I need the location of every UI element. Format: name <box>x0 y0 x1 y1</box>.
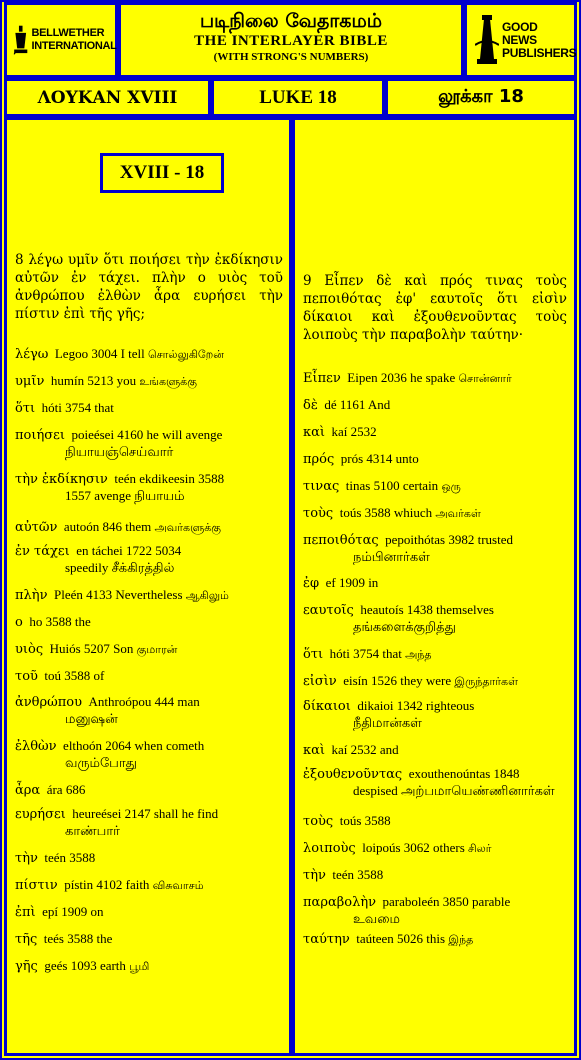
transliteration-gloss: geés 1093 earth <box>44 958 126 973</box>
bellwether-logo <box>4 2 118 78</box>
word-entry <box>303 867 569 884</box>
word-entry-line <box>15 694 285 711</box>
greek-word: τοὺς <box>303 814 334 829</box>
word-entry-line <box>15 400 285 417</box>
word-entry <box>303 813 569 830</box>
greek-word: πρός <box>303 452 335 467</box>
word-entry-continuation: உவமை <box>353 911 400 926</box>
transliteration-gloss: Legoo 3004 I tell <box>54 346 145 361</box>
word-entry-line <box>15 519 285 536</box>
greek-word: δὲ <box>303 398 318 413</box>
greek-word: ἐξουθενοῦντας <box>303 767 403 782</box>
word-entry-continuation: despised அற்பமாயெண்ணினார்கள் <box>353 783 555 798</box>
word-entry <box>303 931 569 948</box>
tamil-gloss: உங்களுக்கு <box>139 375 197 388</box>
word-entry-line <box>303 813 569 830</box>
transliteration-gloss: dikaioi 1342 righteous <box>357 698 475 713</box>
greek-word: καὶ <box>303 425 326 440</box>
transliteration-gloss: hóti 3754 that <box>329 646 402 661</box>
title-block <box>118 2 464 78</box>
word-entry-line <box>15 471 285 488</box>
word-entry-line <box>303 894 569 911</box>
greek-word: Εἶπεν <box>303 371 341 386</box>
transliteration-gloss: taúteen 5026 this <box>356 931 446 946</box>
word-entry-continuation: தங்களைக்குறித்து <box>353 619 456 634</box>
transliteration-gloss: Pleén 4133 Nevertheless <box>53 587 183 602</box>
transliteration-gloss: prós 4314 unto <box>340 451 419 466</box>
right-column <box>292 117 577 1056</box>
greek-word: λέγω <box>15 347 49 362</box>
lighthouse-icon <box>475 15 499 65</box>
greek-word: παραβολὴν <box>303 895 377 910</box>
word-entry <box>15 877 285 894</box>
transliteration-gloss: pepoithótas 3982 trusted <box>385 532 513 547</box>
greek-word: υμῖν <box>15 374 45 389</box>
word-entry <box>303 673 569 690</box>
transliteration-gloss: Anthroópou 444 man <box>88 694 200 709</box>
tamil-gloss: குமாரன் <box>136 643 178 656</box>
word-entry-line <box>303 602 569 619</box>
word-entry <box>303 602 569 635</box>
word-entry <box>303 397 569 414</box>
transliteration-gloss: heureései 2147 shall he find <box>72 806 219 821</box>
word-entry-line <box>15 877 285 894</box>
greek-word: ἐν τάχει <box>15 544 70 559</box>
word-entry <box>303 370 569 387</box>
book-greek: ΛΟΥΚΑΝ XVIII <box>4 78 211 117</box>
word-entry <box>15 904 285 921</box>
book-tamil: லூக்கா 18 <box>385 78 577 117</box>
word-entry-line <box>303 742 569 759</box>
greek-word: πλὴν <box>15 588 48 603</box>
greek-word: τὴν <box>303 868 326 883</box>
word-entry <box>15 782 285 799</box>
transliteration-gloss: kaí 2532 <box>331 424 377 439</box>
greek-word: ευρήσει <box>15 807 66 822</box>
word-entry-line <box>303 370 569 387</box>
transliteration-gloss: humín 5213 you <box>50 373 137 388</box>
word-entry <box>15 668 285 685</box>
greek-word: τῆς <box>15 932 38 947</box>
book-english: LUKE 18 <box>211 78 385 117</box>
word-entry-line <box>15 931 285 948</box>
greek-word: πίστιν <box>15 878 58 893</box>
greek-word: γῆς <box>15 959 38 974</box>
word-entry-line <box>15 850 285 867</box>
tamil-gloss: அவர்கள் <box>435 507 481 520</box>
tamil-gloss: அந்த <box>405 648 432 661</box>
transliteration-gloss: ef 1909 in <box>325 575 379 590</box>
good-news-logo <box>464 2 577 78</box>
transliteration-gloss: poieései 4160 he will avenge <box>71 427 223 442</box>
word-entry-line <box>303 840 569 857</box>
word-entry <box>15 806 285 839</box>
transliteration-gloss: exouthenoúntas 1848 <box>408 766 520 781</box>
transliteration-gloss: en táchei 1722 5034 <box>76 543 182 558</box>
greek-word: εἰσὶν <box>303 674 337 689</box>
transliteration-gloss: toús 3588 <box>339 813 391 828</box>
word-entry-line <box>15 782 285 799</box>
chapter-label: XVIII - 18 <box>100 153 224 193</box>
transliteration-gloss: ára 686 <box>46 782 86 797</box>
word-entry <box>15 373 285 390</box>
greek-word: ποιήσει <box>15 428 65 443</box>
transliteration-gloss: teén 3588 <box>332 867 384 882</box>
word-entry <box>15 346 285 363</box>
transliteration-gloss: loipoús 3062 others <box>362 840 465 855</box>
word-entry-line <box>303 931 569 948</box>
greek-word: ὅτι <box>15 401 36 416</box>
bell-tower-icon <box>13 14 28 66</box>
word-entry-line <box>15 806 285 823</box>
word-entry-line <box>303 397 569 414</box>
word-entry-line <box>303 575 569 592</box>
greek-word: τινας <box>303 479 340 494</box>
word-entry <box>15 587 285 604</box>
word-entry-line <box>303 532 569 549</box>
verse-9-text: 9 Εἶπεν δὲ καὶ πρός τινας τοὺς πεποιθότας ἐφ' εαυτοῖς ὅτι εἰσὶν δίκαιοι καὶ ἐξουθενοῦντας τοὺς λοιποὺς τὴν παραβολὴν ταύτην· <box>303 273 567 343</box>
greek-word: ἐφ <box>303 576 320 591</box>
verse-8-text: 8 λέγω υμῖν ὅτι ποιήσει τὴν ἐκδίκησιν αὐτῶν ἐν τάχει. πλὴν ο υιὸς τοῦ ἀνθρώπου ἐλθὼν ἆρα ευρήσει τὴν πίστιν ἐπὶ τῆς γῆς; <box>15 252 283 322</box>
transliteration-gloss: hóti 3754 that <box>41 400 114 415</box>
greek-word: υιὸς <box>15 642 44 657</box>
greek-word: ὅτι <box>303 647 324 662</box>
transliteration-gloss: teén ekdikeesin 3588 <box>114 471 225 486</box>
transliteration-gloss: kaí 2532 and <box>331 742 399 757</box>
tamil-gloss: பூமி <box>129 960 150 973</box>
word-entry <box>15 519 285 536</box>
tamil-gloss: விசுவாசம் <box>152 879 204 892</box>
word-entry-continuation: நம்பினார்கள் <box>353 549 430 564</box>
transliteration-gloss: tinas 5100 certain <box>345 478 439 493</box>
word-entry-line <box>303 673 569 690</box>
greek-word: τοὺς <box>303 506 334 521</box>
word-entry <box>15 738 285 771</box>
word-entry <box>15 931 285 948</box>
greek-word: πεποιθότας <box>303 533 379 548</box>
word-entry <box>303 424 569 441</box>
transliteration-gloss: autoón 846 them <box>63 519 152 534</box>
word-entry <box>15 958 285 975</box>
word-entry <box>15 850 285 867</box>
transliteration-gloss: toús 3588 whiuch <box>339 505 433 520</box>
word-entry <box>15 400 285 417</box>
word-entry-line <box>15 427 285 444</box>
word-entry <box>15 427 285 460</box>
transliteration-gloss: pístin 4102 faith <box>64 877 150 892</box>
word-entry <box>303 505 569 522</box>
transliteration-gloss: paraboleén 3850 parable <box>382 894 511 909</box>
word-entry <box>303 742 569 759</box>
word-entry-continuation: காண்பார் <box>65 823 120 838</box>
greek-word: αὐτῶν <box>15 520 58 535</box>
greek-word: ἀνθρώπου <box>15 695 83 710</box>
greek-word: ταύτην <box>303 932 350 947</box>
transliteration-gloss: toú 3588 of <box>44 668 105 683</box>
word-entry-line <box>303 424 569 441</box>
word-entry <box>15 641 285 658</box>
greek-word: τὴν <box>15 851 38 866</box>
word-entry-continuation: 1557 avenge நியாயம் <box>65 488 185 503</box>
title-tamil: படிநிலை வேதாகமம் <box>199 10 383 32</box>
greek-word: τοῦ <box>15 669 38 684</box>
word-entry <box>303 698 569 731</box>
transliteration-gloss: Eipen 2036 he spake <box>347 370 456 385</box>
greek-word: ο <box>15 615 23 630</box>
word-entry-line <box>15 543 285 560</box>
tamil-gloss: அவர்களுக்கு <box>154 521 222 534</box>
bellwether-logo-text: BELLWETHER INTERNATIONAL <box>31 27 117 52</box>
tamil-gloss: இந்த <box>448 933 474 946</box>
word-entry-line <box>303 698 569 715</box>
word-entry <box>15 543 285 576</box>
transliteration-gloss: heautoís 1438 themselves <box>360 602 494 617</box>
transliteration-gloss: eisín 1526 they were <box>343 673 452 688</box>
transliteration-gloss: teés 3588 the <box>43 931 113 946</box>
word-entry-line <box>303 646 569 663</box>
word-entry <box>303 894 569 927</box>
tamil-gloss: ஒரு <box>441 480 461 493</box>
word-entry <box>303 532 569 565</box>
word-entry-line <box>15 587 285 604</box>
word-entry <box>303 766 569 799</box>
word-entry-continuation: speedily சீக்கிரத்தில் <box>65 560 175 575</box>
word-entry-line <box>303 766 569 783</box>
word-entry <box>15 694 285 727</box>
greek-word: ἐλθὼν <box>15 739 57 754</box>
transliteration-gloss: Huiós 5207 Son <box>49 641 134 656</box>
greek-word: δίκαιοι <box>303 699 351 714</box>
greek-word: τὴν ἐκδίκησιν <box>15 472 108 487</box>
word-entry-line <box>303 867 569 884</box>
tamil-gloss: சிலர் <box>468 842 492 855</box>
word-entry <box>303 575 569 592</box>
word-entry <box>303 646 569 663</box>
greek-word: ἆρα <box>15 783 41 798</box>
word-entry-line <box>303 451 569 468</box>
word-entry <box>15 614 285 631</box>
greek-word: ἐπὶ <box>15 905 36 920</box>
good-news-logo-text: GOOD NEWS PUBLISHERS <box>502 19 577 60</box>
word-entry <box>15 471 285 504</box>
word-entry-continuation: நியாயஞ்செய்வார் <box>65 444 174 459</box>
word-entry-line <box>15 614 285 631</box>
transliteration-gloss: epí 1909 on <box>42 904 104 919</box>
word-entry-line <box>15 373 285 390</box>
word-entry <box>303 451 569 468</box>
word-entry-continuation: மனுஷன் <box>65 711 118 726</box>
word-entry-line <box>15 738 285 755</box>
tamil-gloss: சொன்னார் <box>458 372 512 385</box>
word-entry-line <box>15 346 285 363</box>
word-entry-line <box>303 505 569 522</box>
word-entry-continuation: வரும்போது <box>65 755 137 770</box>
title-subtitle: (WITH STRONG'S NUMBERS) <box>213 51 369 63</box>
tamil-gloss: சொல்லுகிறேன் <box>148 348 224 361</box>
title-english: THE INTERLAYER BIBLE <box>194 33 388 49</box>
tamil-gloss: இருந்தார்கள் <box>454 675 518 688</box>
greek-word: λοιποὺς <box>303 841 356 856</box>
greek-word: εαυτοῖς <box>303 603 354 618</box>
word-entry-line <box>15 641 285 658</box>
word-entry <box>303 840 569 857</box>
word-entry-line <box>15 668 285 685</box>
transliteration-gloss: teén 3588 <box>44 850 96 865</box>
transliteration-gloss: elthoón 2064 when cometh <box>63 738 205 753</box>
transliteration-gloss: dé 1161 And <box>324 397 391 412</box>
word-entry-line <box>303 478 569 495</box>
word-entry-line <box>15 904 285 921</box>
tamil-gloss: ஆகிலும் <box>185 589 229 602</box>
left-column <box>4 117 292 1056</box>
greek-word: καὶ <box>303 743 326 758</box>
word-entry-line <box>15 958 285 975</box>
transliteration-gloss: ho 3588 the <box>29 614 91 629</box>
word-entry <box>303 478 569 495</box>
word-entry-continuation: நீதிமான்கள் <box>353 715 422 730</box>
